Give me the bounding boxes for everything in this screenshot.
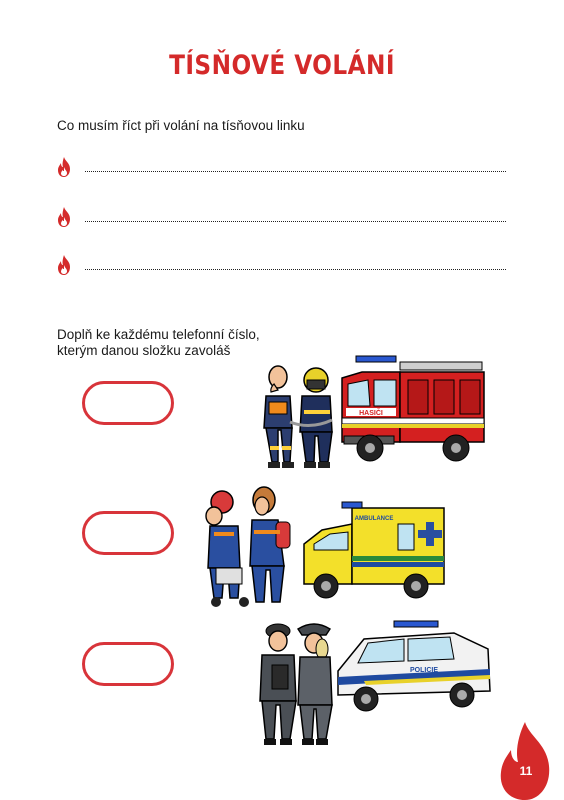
- page-title: TÍSŇOVÉ VOLÁNÍ: [169, 50, 395, 81]
- dotted-line: [85, 171, 506, 172]
- dotted-line: [85, 269, 506, 270]
- page-number: 11: [519, 764, 533, 778]
- flame-icon: [56, 207, 72, 227]
- dotted-line: [85, 221, 506, 222]
- fire-truck-label: HASIČI: [359, 410, 383, 417]
- ambulance-illustration: [192, 484, 452, 614]
- flame-icon: [497, 722, 553, 800]
- ambulance-label: AMBULANCE: [354, 516, 394, 522]
- flame-icon: [56, 157, 72, 177]
- question-phone-numbers: [57, 327, 260, 359]
- flame-icon: [56, 255, 72, 275]
- police-car-illustration: [254, 615, 494, 753]
- fire-number-field[interactable]: [82, 381, 174, 425]
- answer-line-3[interactable]: [56, 255, 506, 275]
- answer-line-1[interactable]: [56, 157, 506, 177]
- question2-line1: Doplň ke každému telefonní číslo,: [57, 327, 260, 342]
- fire-truck-illustration: [250, 350, 490, 472]
- answer-line-2[interactable]: [56, 207, 506, 227]
- question2-line2: kterým danou složku zavoláš: [57, 343, 231, 358]
- ambulance-number-field[interactable]: [82, 511, 174, 555]
- police-car-label: POLICIE: [409, 667, 439, 674]
- question-emergency-call: Co musím říct při volání na tísňovou linku: [57, 118, 305, 133]
- police-number-field[interactable]: [82, 642, 174, 686]
